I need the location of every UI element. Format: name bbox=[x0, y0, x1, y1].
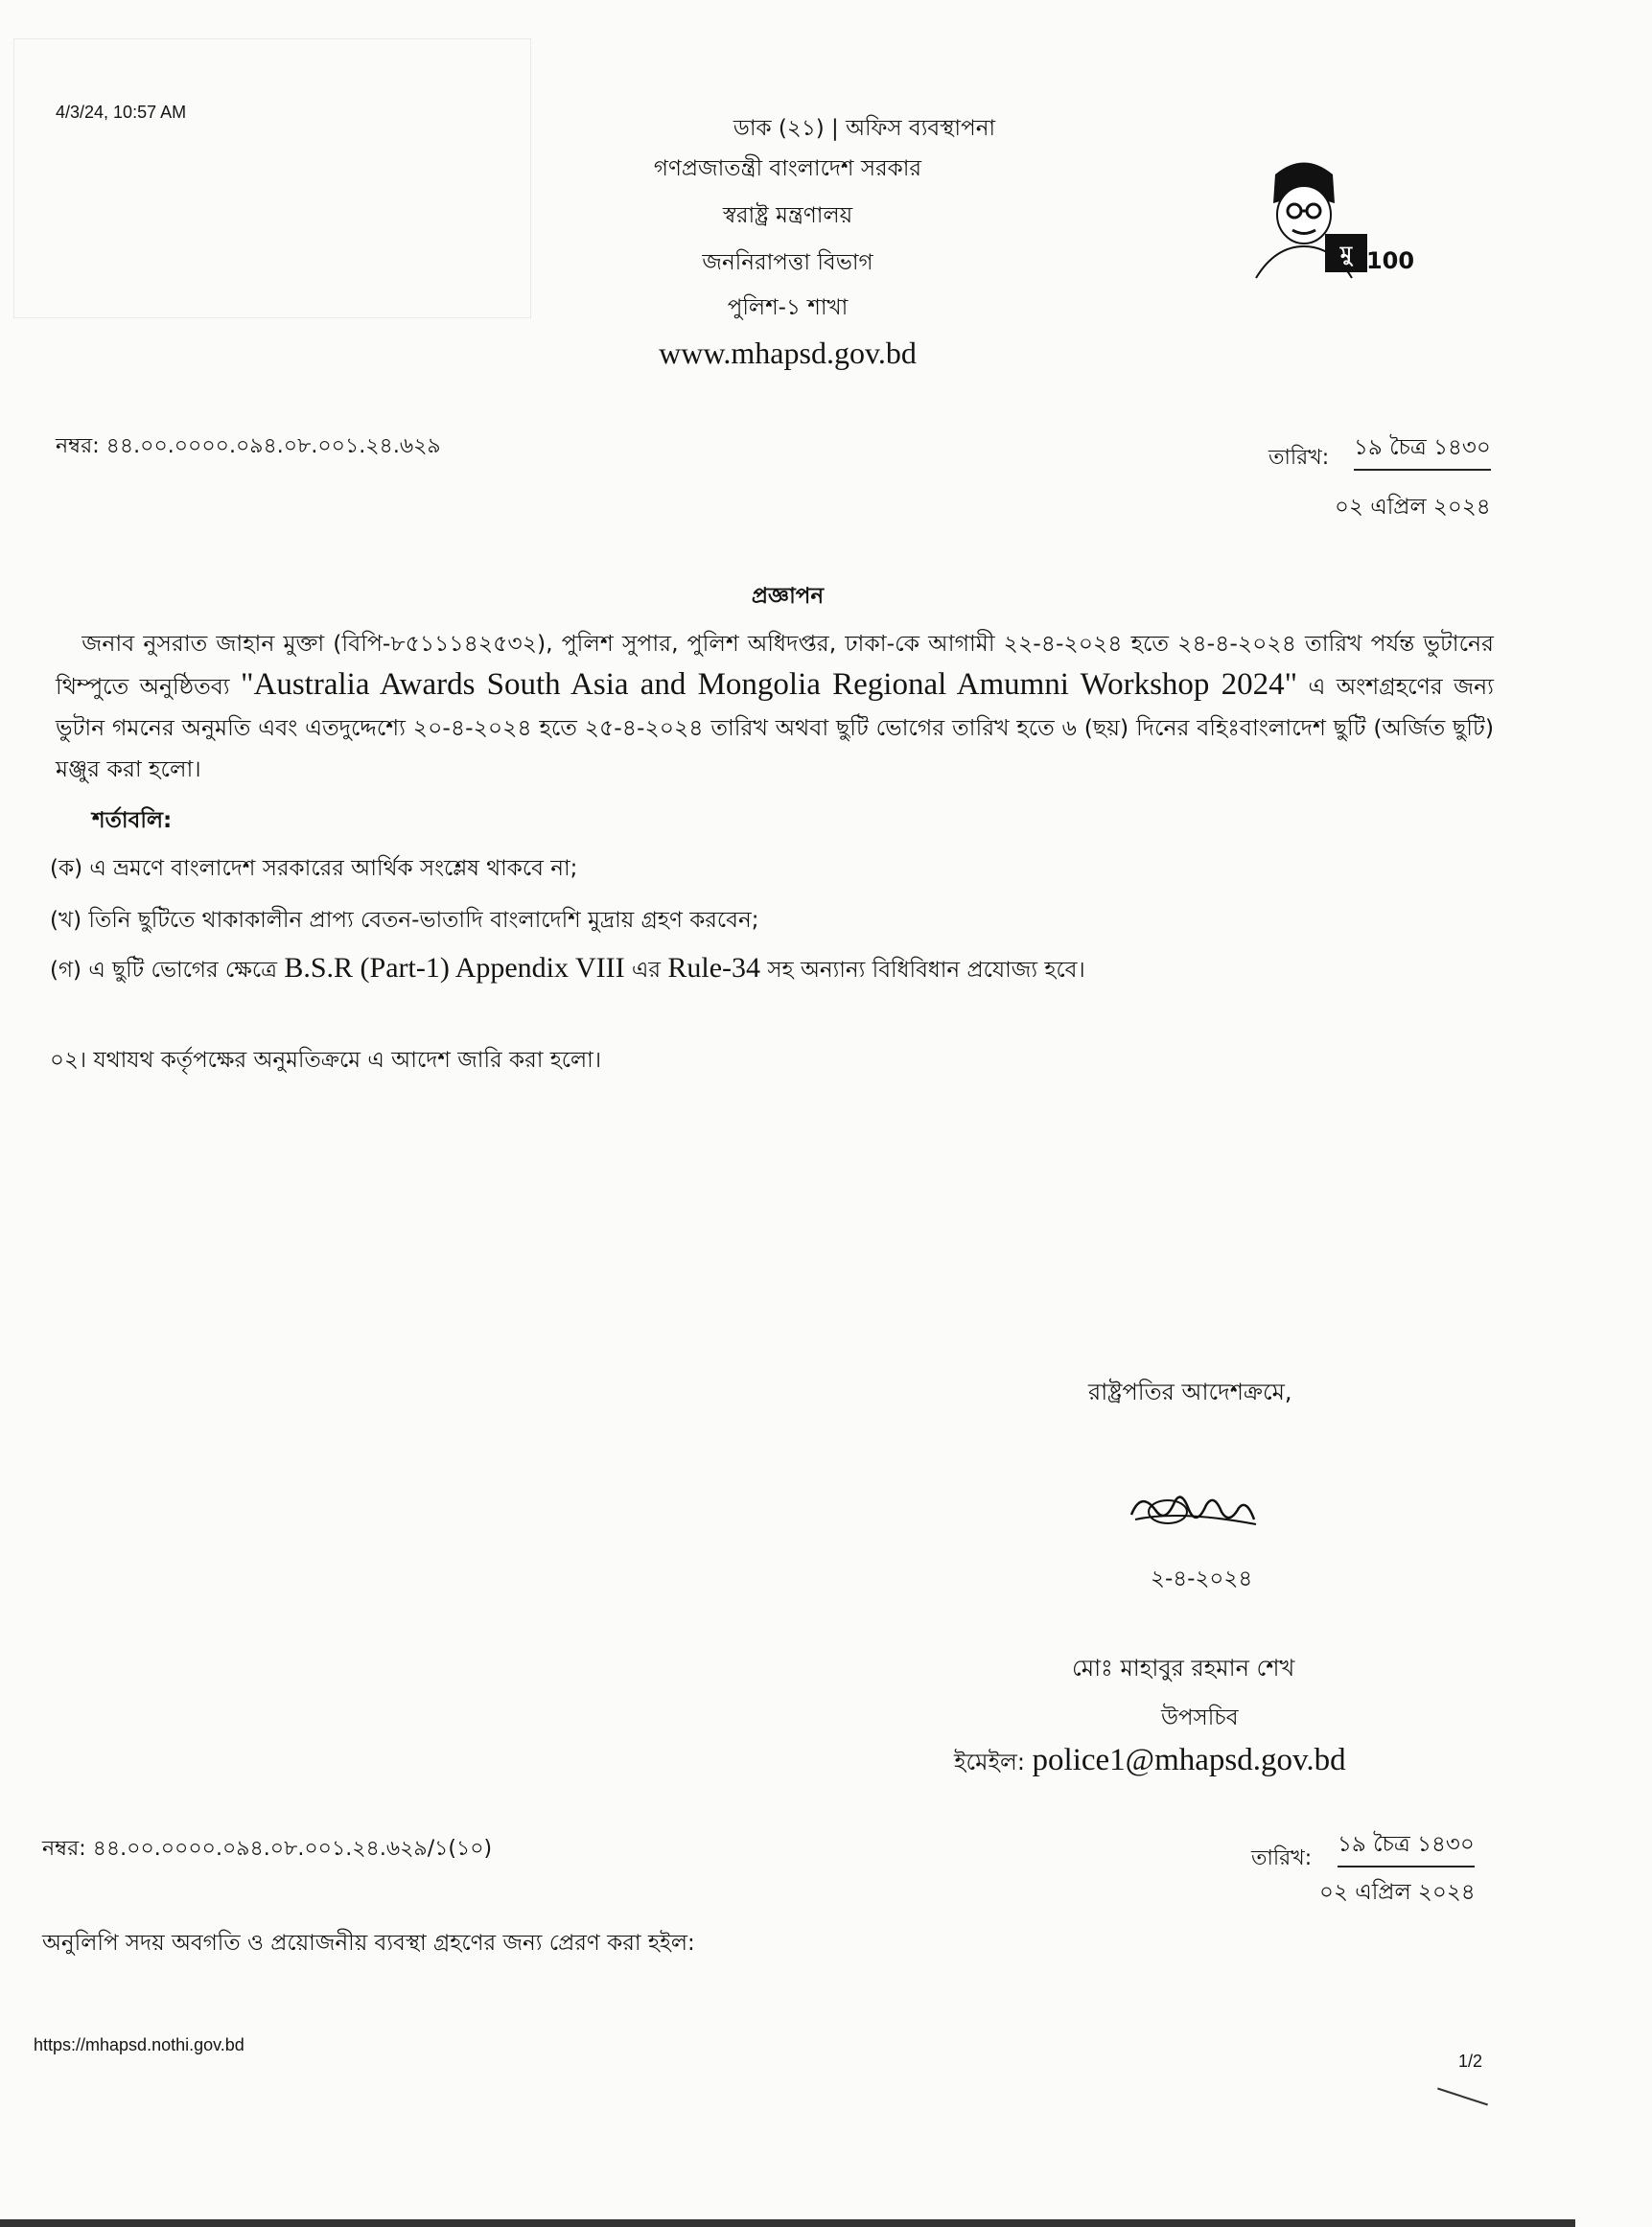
svg-text:100: 100 bbox=[1365, 247, 1415, 274]
handwritten-signature bbox=[1122, 1481, 1266, 1539]
workshop-title: "Australia Awards South Asia and Mongolia Regional Amumni Workshop 2024" bbox=[241, 667, 1298, 702]
copy-date-bengali: ১৯ চৈত্র ১৪৩০ bbox=[1338, 1826, 1475, 1867]
mujib-100-logo bbox=[1237, 155, 1415, 280]
copy-date-label: তারিখ: bbox=[1251, 1846, 1313, 1870]
signer-email-line bbox=[954, 1743, 1346, 1783]
signature-date: ২-৪-২০২৪ bbox=[1151, 1566, 1253, 1591]
copy-memo-number: নম্বর: ৪৪.০০.০০০০.০৯৪.০৮.০০১.২৪.৬২৯/১(১০) bbox=[42, 1837, 493, 1861]
ministry-website[interactable]: www.mhapsd.gov.bd bbox=[659, 336, 917, 370]
footer-url[interactable]: https://mhapsd.nothi.gov.bd bbox=[34, 2035, 244, 2054]
condition-item: (ক) এ ভ্রমণে বাংলাদেশ সরকারের আর্থিক সংশ্লেষ থাকবে না; bbox=[50, 856, 578, 881]
page-number: 1/2 bbox=[1458, 2052, 1483, 2071]
copy-date-gregorian: ০২ এপ্রিল ২০২৪ bbox=[1319, 1880, 1476, 1905]
date-gregorian: ০২ এপ্রিল ২০২৪ bbox=[1335, 495, 1491, 520]
division-name: জননিরাপত্তা বিভাগ bbox=[702, 250, 873, 275]
condition-3-part-a: (গ) এ ছুটি ভোগের ক্ষেত্রে bbox=[50, 958, 285, 983]
notice-body bbox=[56, 623, 1494, 790]
conditions-title: শর্তাবলি: bbox=[92, 808, 173, 833]
condition-3-part-b: এর bbox=[624, 958, 668, 983]
condition-3-part-c: সহ অন্যান্য বিধিবিধান প্রযোজ্য হবে। bbox=[760, 958, 1085, 983]
print-timestamp: 4/3/24, 10:57 AM bbox=[56, 103, 187, 122]
scan-artifact bbox=[1437, 2088, 1488, 2106]
svg-text:মু: মু bbox=[1339, 243, 1353, 267]
order-issued-paragraph: ০২। যথাযথ কর্তৃপক্ষের অনুমতিক্রমে এ আদেশ জারি করা হলো। bbox=[50, 1048, 602, 1073]
bsr-reference: B.S.R (Part-1) Appendix VIII bbox=[284, 952, 625, 984]
ministry-name: স্বরাষ্ট্র মন্ত্রণালয় bbox=[722, 203, 853, 228]
email-address[interactable]: police1@mhapsd.gov.bd bbox=[1032, 1743, 1346, 1777]
rule-reference: Rule-34 bbox=[667, 952, 761, 984]
condition-item bbox=[50, 952, 1085, 989]
email-label: ইমেইল: bbox=[954, 1749, 1033, 1775]
scan-edge bbox=[0, 2219, 1575, 2227]
date-label: তারিখ: bbox=[1268, 446, 1330, 470]
notice-title: প্রজ্ঞাপন bbox=[751, 584, 825, 609]
branch-name: পুলিশ-১ শাখা bbox=[727, 295, 849, 320]
government-name: গণপ্রজাতন্ত্রী বাংলাদেশ সরকার bbox=[653, 156, 922, 181]
presidential-order-line: রাষ্ট্রপতির আদেশক্রমে, bbox=[1088, 1379, 1292, 1405]
notice-body-part-2: এ অংশগ্রহণের জন্য ভুটান গমনের অনুমতি এবং এতদুদ্দেশ্যে ২০-৪-২০২৪ হতে ২৫-৪-২০২৪ তারিখ অথবা ছুটি ভোগের তারিখ হতে ৬ (ছয়) দিনের বহিঃবাংলাদেশ ছুটি (অর্জিত ছুটি) মঞ্জুর করা হলো। bbox=[56, 673, 1494, 782]
date-bengali: ১৯ চৈত্র ১৪৩০ bbox=[1354, 429, 1491, 471]
signer-name: মোঃ মাহাবুর রহমান শেখ bbox=[1072, 1655, 1295, 1682]
notice-body-part-1: জনাব নুসরাত জাহান মুক্তা (বিপি-৮৫১১১৪২৫৩২), পুলিশ সুপার, পুলিশ অধিদপ্তর, ঢাকা-কে আগামী ২২-৪-২০২৪ হতে ২৪-৪-২০২৪ তারিখ পর্যন্ত ভুটানের থিম্পুতে অনুষ্ঠিতব্য bbox=[56, 630, 1494, 700]
dak-office-line: ডাক (২১) | অফিস ব্যবস্থাপনা bbox=[733, 116, 996, 141]
memo-number: নম্বর: ৪৪.০০.০০০০.০৯৪.০৮.০০১.২৪.৬২৯ bbox=[56, 434, 441, 458]
copy-distribution-line: অনুলিপি সদয় অবগতি ও প্রয়োজনীয় ব্যবস্থা গ্রহণের জন্য প্রেরণ করা হইল: bbox=[42, 1931, 695, 1956]
signer-designation: উপসচিব bbox=[1161, 1705, 1239, 1730]
condition-item: (খ) তিনি ছুটিতে থাকাকালীন প্রাপ্য বেতন-ভাতাদি বাংলাদেশি মুদ্রায় গ্রহণ করবেন; bbox=[50, 908, 759, 933]
